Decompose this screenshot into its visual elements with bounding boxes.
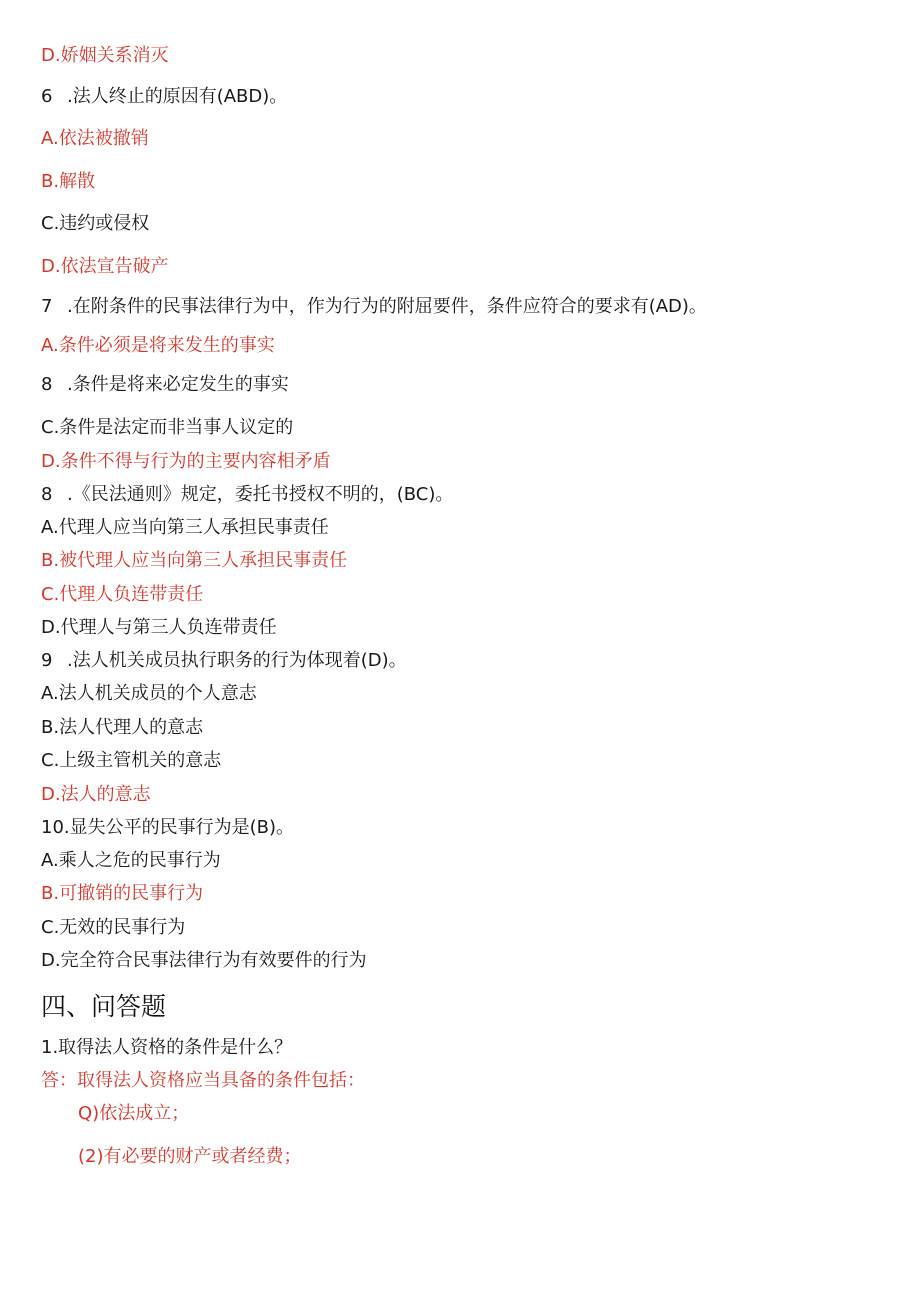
option-line: A.依法被撤销 — [41, 128, 149, 149]
question-line: 10.显失公平的民事行为是(B)。 — [41, 817, 295, 838]
question-line: 9 .法人机关成员执行职务的行为体现着(D)。 — [41, 650, 407, 671]
question-line: 7 .在附条件的民事法律行为中，作为行为的附屈要件，条件应符合的要求有(AD)。 — [41, 296, 707, 317]
answer-intro: 答：取得法人资格应当具备的条件包括： — [41, 1070, 365, 1091]
option-line: A.条件必须是将来发生的事实 — [41, 335, 275, 356]
option-line: B.法人代理人的意志 — [41, 717, 204, 738]
option-line: A.法人机关成员的个人意志 — [41, 683, 257, 704]
option-line: C.条件是法定而非当事人议定的 — [41, 417, 294, 438]
option-line: D.代理人与第三人负连带责任 — [41, 617, 277, 638]
option-line: D.法人的意志 — [41, 784, 151, 805]
essay-question: 1.取得法人资格的条件是什么？ — [41, 1037, 293, 1058]
option-line: D.条件不得与行为的主要内容相矛盾 — [41, 451, 331, 472]
option-line: B.被代理人应当向第三人承担民事责任 — [41, 550, 348, 571]
question-line: 8 .条件是将来必定发生的事实 — [41, 374, 289, 395]
question-line: 6 .法人终止的原因有(ABD)。 — [41, 86, 288, 107]
option-line: C.违约或侵权 — [41, 213, 150, 234]
question-line: 8 .《民法通则》规定，委托书授权不明的，(BC)。 — [41, 484, 454, 505]
option-line: B.解散 — [41, 171, 96, 192]
option-line: C.上级主管机关的意志 — [41, 750, 222, 771]
option-line: B.可撤销的民事行为 — [41, 883, 204, 904]
option-line: D.完全符合民事法律行为有效要件的行为 — [41, 950, 367, 971]
option-line: C.无效的民事行为 — [41, 917, 186, 938]
option-line: C.代理人负连带责任 — [41, 584, 204, 605]
option-line: D.依法宣告破产 — [41, 256, 169, 277]
answer-item: (2)有必要的财产或者经费； — [78, 1146, 302, 1167]
option-line: A.乘人之危的民事行为 — [41, 850, 221, 871]
option-line: A.代理人应当向第三人承担民事责任 — [41, 517, 329, 538]
answer-item: Q)依法成立； — [78, 1103, 190, 1124]
section-heading: 四、问答题 — [41, 992, 167, 1021]
option-line: D.娇姻关系消灭 — [41, 45, 169, 66]
